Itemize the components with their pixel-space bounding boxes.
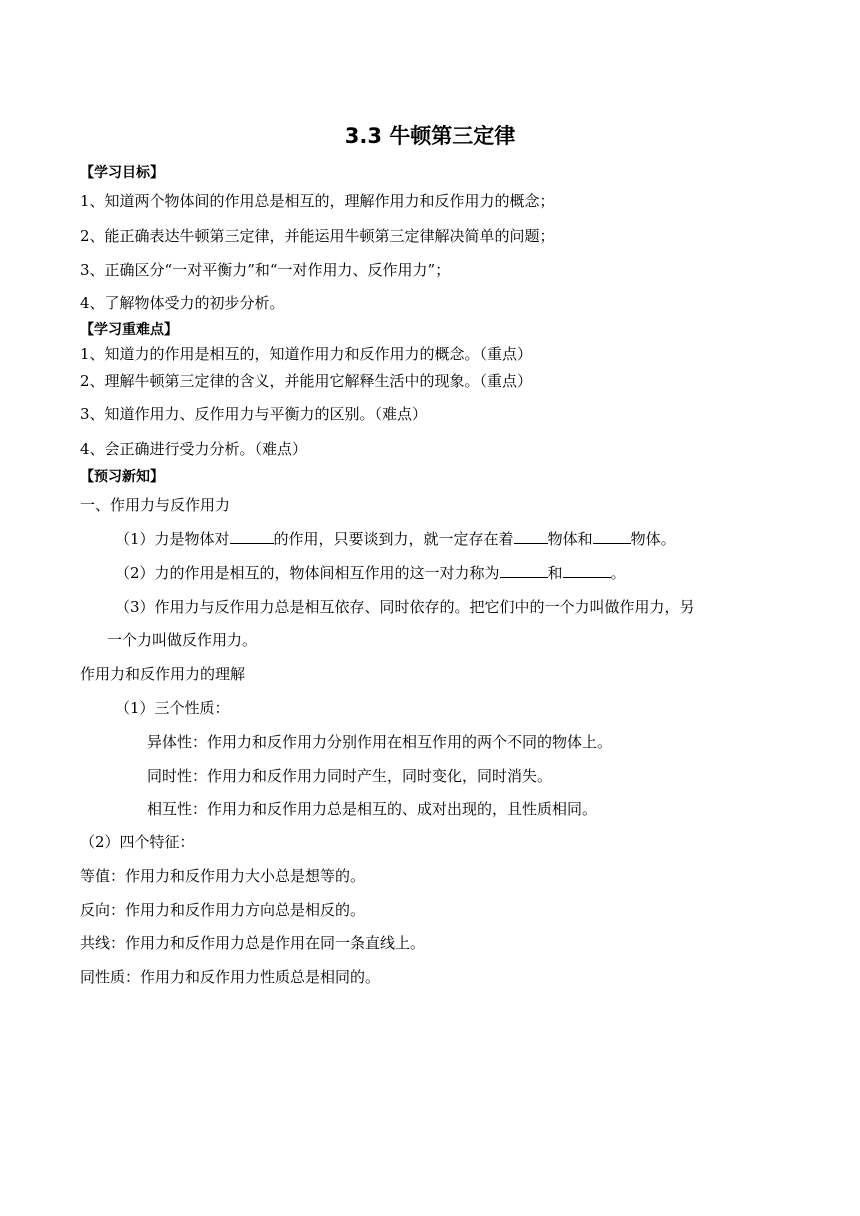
page-title: 3.3 牛顿第三定律 [344, 124, 516, 148]
section-title: 一、作用力与反作用力 [80, 496, 231, 514]
goal-item: 4、了解物体受力的初步分析。 [80, 294, 285, 312]
answer-blank[interactable] [593, 529, 631, 544]
answer-blank[interactable] [514, 529, 548, 544]
properties-title: （1）三个性质： [115, 699, 230, 717]
key-point-item: 1、知道力的作用是相互的，知道作用力和反作用力的概念。（重点） [80, 345, 533, 363]
fill-blank-question-2 [115, 563, 626, 583]
feature-item: 反向：作用力和反作用力方向总是相反的。 [80, 901, 366, 919]
paragraph-line: 一个力叫做反作用力。 [107, 631, 258, 649]
paragraph-line: （3）作用力与反作用力总是相互依存、同时依存的。把它们中的一个力叫做作用力，另 [115, 598, 695, 616]
answer-blank[interactable] [563, 563, 611, 578]
preview-heading: 【预习新知】 [80, 469, 164, 485]
property-item: 同时性：作用力和反作用力同时产生，同时变化，同时消失。 [147, 767, 553, 785]
key-points-heading: 【学习重难点】 [80, 322, 178, 338]
question-text: （1）力是物体对 [115, 530, 230, 548]
property-item: 相互性：作用力和反作用力总是相互的、成对出现的，且性质相同。 [147, 800, 598, 818]
fill-blank-question-1 [115, 529, 676, 549]
subsection-title: 作用力和反作用力的理解 [80, 665, 246, 683]
question-text: 物体。 [630, 530, 676, 548]
feature-item: 等值：作用力和反作用力大小总是想等的。 [80, 867, 366, 885]
feature-item: 同性质：作用力和反作用力性质总是相同的。 [80, 968, 381, 986]
question-text: 和 [547, 564, 563, 582]
key-point-item: 3、知道作用力、反作用力与平衡力的区别。（难点） [80, 405, 428, 423]
answer-blank[interactable] [230, 529, 274, 544]
property-item: 异体性：作用力和反作用力分别作用在相互作用的两个不同的物体上。 [147, 733, 613, 751]
question-text: 。 [610, 564, 626, 582]
feature-item: 共线：作用力和反作用力总是作用在同一条直线上。 [80, 934, 426, 952]
answer-blank[interactable] [500, 563, 548, 578]
goal-item: 2、能正确表达牛顿第三定律，并能运用牛顿第三定律解决简单的问题； [80, 227, 555, 245]
goal-item: 3、正确区分“一对平衡力”和“一对作用力、反作用力”； [80, 261, 451, 279]
key-point-item: 2、理解牛顿第三定律的含义，并能用它解释生活中的现象。（重点） [80, 372, 533, 390]
goals-heading: 【学习目标】 [80, 165, 164, 181]
question-text: 物体和 [547, 530, 593, 548]
question-text: 的作用，只要谈到力，就一定存在着 [273, 530, 514, 548]
goal-item: 1、知道两个物体间的作用总是相互的，理解作用力和反作用力的概念； [80, 192, 555, 210]
features-title: （2）四个特征： [80, 833, 195, 851]
key-point-item: 4、会正确进行受力分析。（难点） [80, 440, 308, 458]
question-text: （2）力的作用是相互的，物体间相互作用的这一对力称为 [115, 564, 500, 582]
